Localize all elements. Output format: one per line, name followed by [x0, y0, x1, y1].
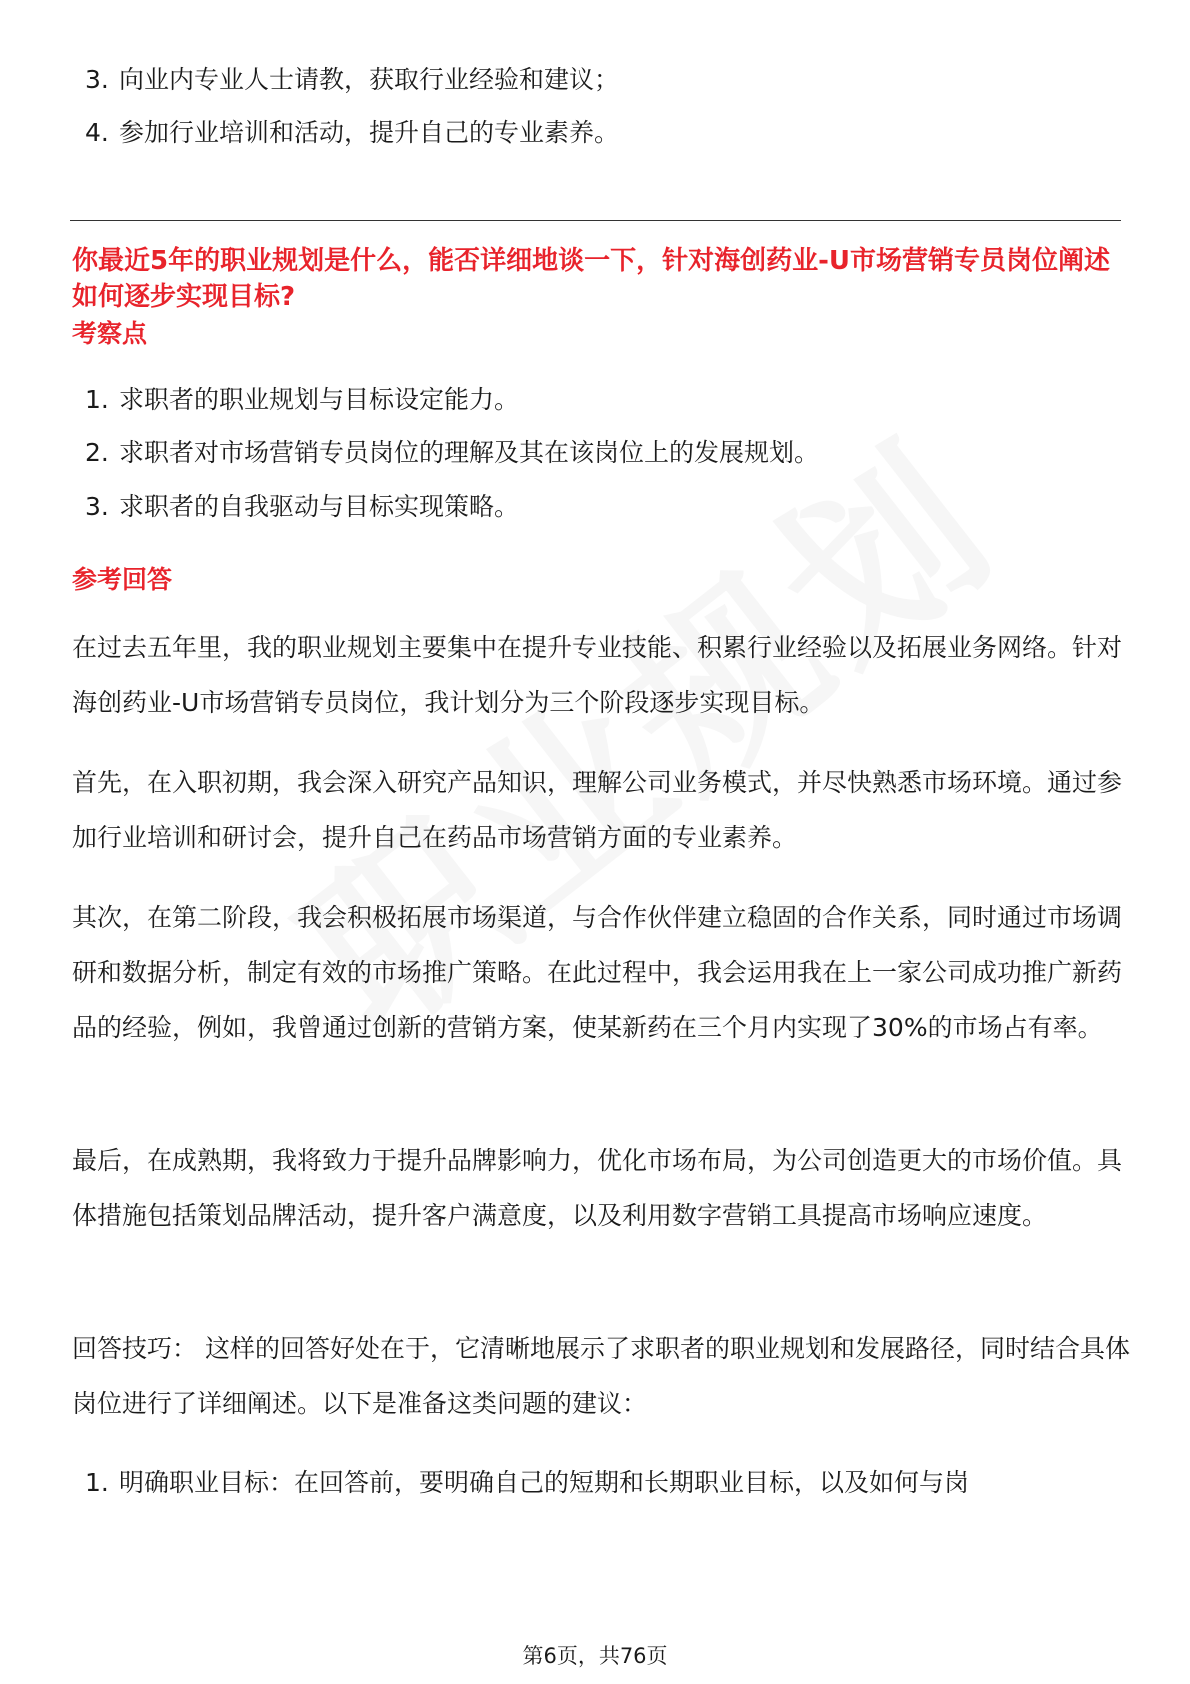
list-item-text: 求职者的职业规划与目标设定能力。	[119, 385, 520, 414]
list-item-number: 1.	[85, 385, 109, 414]
exam-points-heading: 考察点	[72, 319, 148, 348]
answer-paragraph: 其次，在第二阶段，我会积极拓展市场渠道，与合作伙伴建立稳固的合作关系，同时通过市场调研和数据分析，制定有效的市场推广策略。在此过程中，我会运用我在上一家公司成功推广新药品的经验，例如，我曾通过创新的营销方案，使某新药在三个月内实现了30%的市场占有率。	[72, 903, 1123, 1042]
answer-paragraph: 在过去五年里，我的职业规划主要集中在提升专业技能、积累行业经验以及拓展业务网络。针对海创药业-U市场营销专员岗位，我计划分为三个阶段逐步实现目标。	[72, 633, 1123, 717]
list-item	[85, 437, 819, 469]
page-number: 第6页，共76页	[522, 1644, 668, 1668]
list-item-number: 3.	[85, 65, 109, 94]
section-divider	[70, 220, 1121, 221]
list-item	[85, 384, 519, 416]
list-item-number: 2.	[85, 438, 109, 467]
answer-paragraph: 首先，在入职初期，我会深入研究产品知识，理解公司业务模式，并尽快熟悉市场环境。通过参加行业培训和研讨会，提升自己在药品市场营销方面的专业素养。	[72, 768, 1123, 852]
list-item-number: 1.	[85, 1468, 109, 1497]
reference-answer-heading: 参考回答	[72, 565, 173, 594]
answer-tips-paragraph: 回答技巧： 这样的回答好处在于，它清晰地展示了求职者的职业规划和发展路径，同时结合具体岗位进行了详细阐述。以下是准备这类问题的建议：	[72, 1334, 1130, 1418]
list-item-text: 求职者的自我驱动与目标实现策略。	[119, 492, 520, 521]
question-title: 你最近5年的职业规划是什么，能否详细地谈一下，针对海创药业-U市场营销专员岗位阐述如何逐步实现目标?	[72, 246, 1110, 312]
list-item	[85, 491, 519, 523]
list-item-number: 4.	[85, 118, 109, 147]
list-item	[85, 117, 619, 149]
answer-paragraph: 最后，在成熟期，我将致力于提升品牌影响力，优化市场布局，为公司创造更大的市场价值。具体措施包括策划品牌活动，提升客户满意度，以及利用数字营销工具提高市场响应速度。	[72, 1146, 1123, 1230]
list-item-text: 向业内专业人士请教，获取行业经验和建议；	[119, 65, 620, 94]
list-item-text: 明确职业目标：在回答前，要明确自己的短期和长期职业目标，以及如何与岗	[119, 1468, 970, 1497]
list-item-number: 3.	[85, 492, 109, 521]
list-item	[85, 64, 619, 96]
list-item-text: 求职者对市场营销专员岗位的理解及其在该岗位上的发展规划。	[119, 438, 820, 467]
list-item	[85, 1467, 969, 1499]
list-item-text: 参加行业培训和活动，提升自己的专业素养。	[119, 118, 620, 147]
